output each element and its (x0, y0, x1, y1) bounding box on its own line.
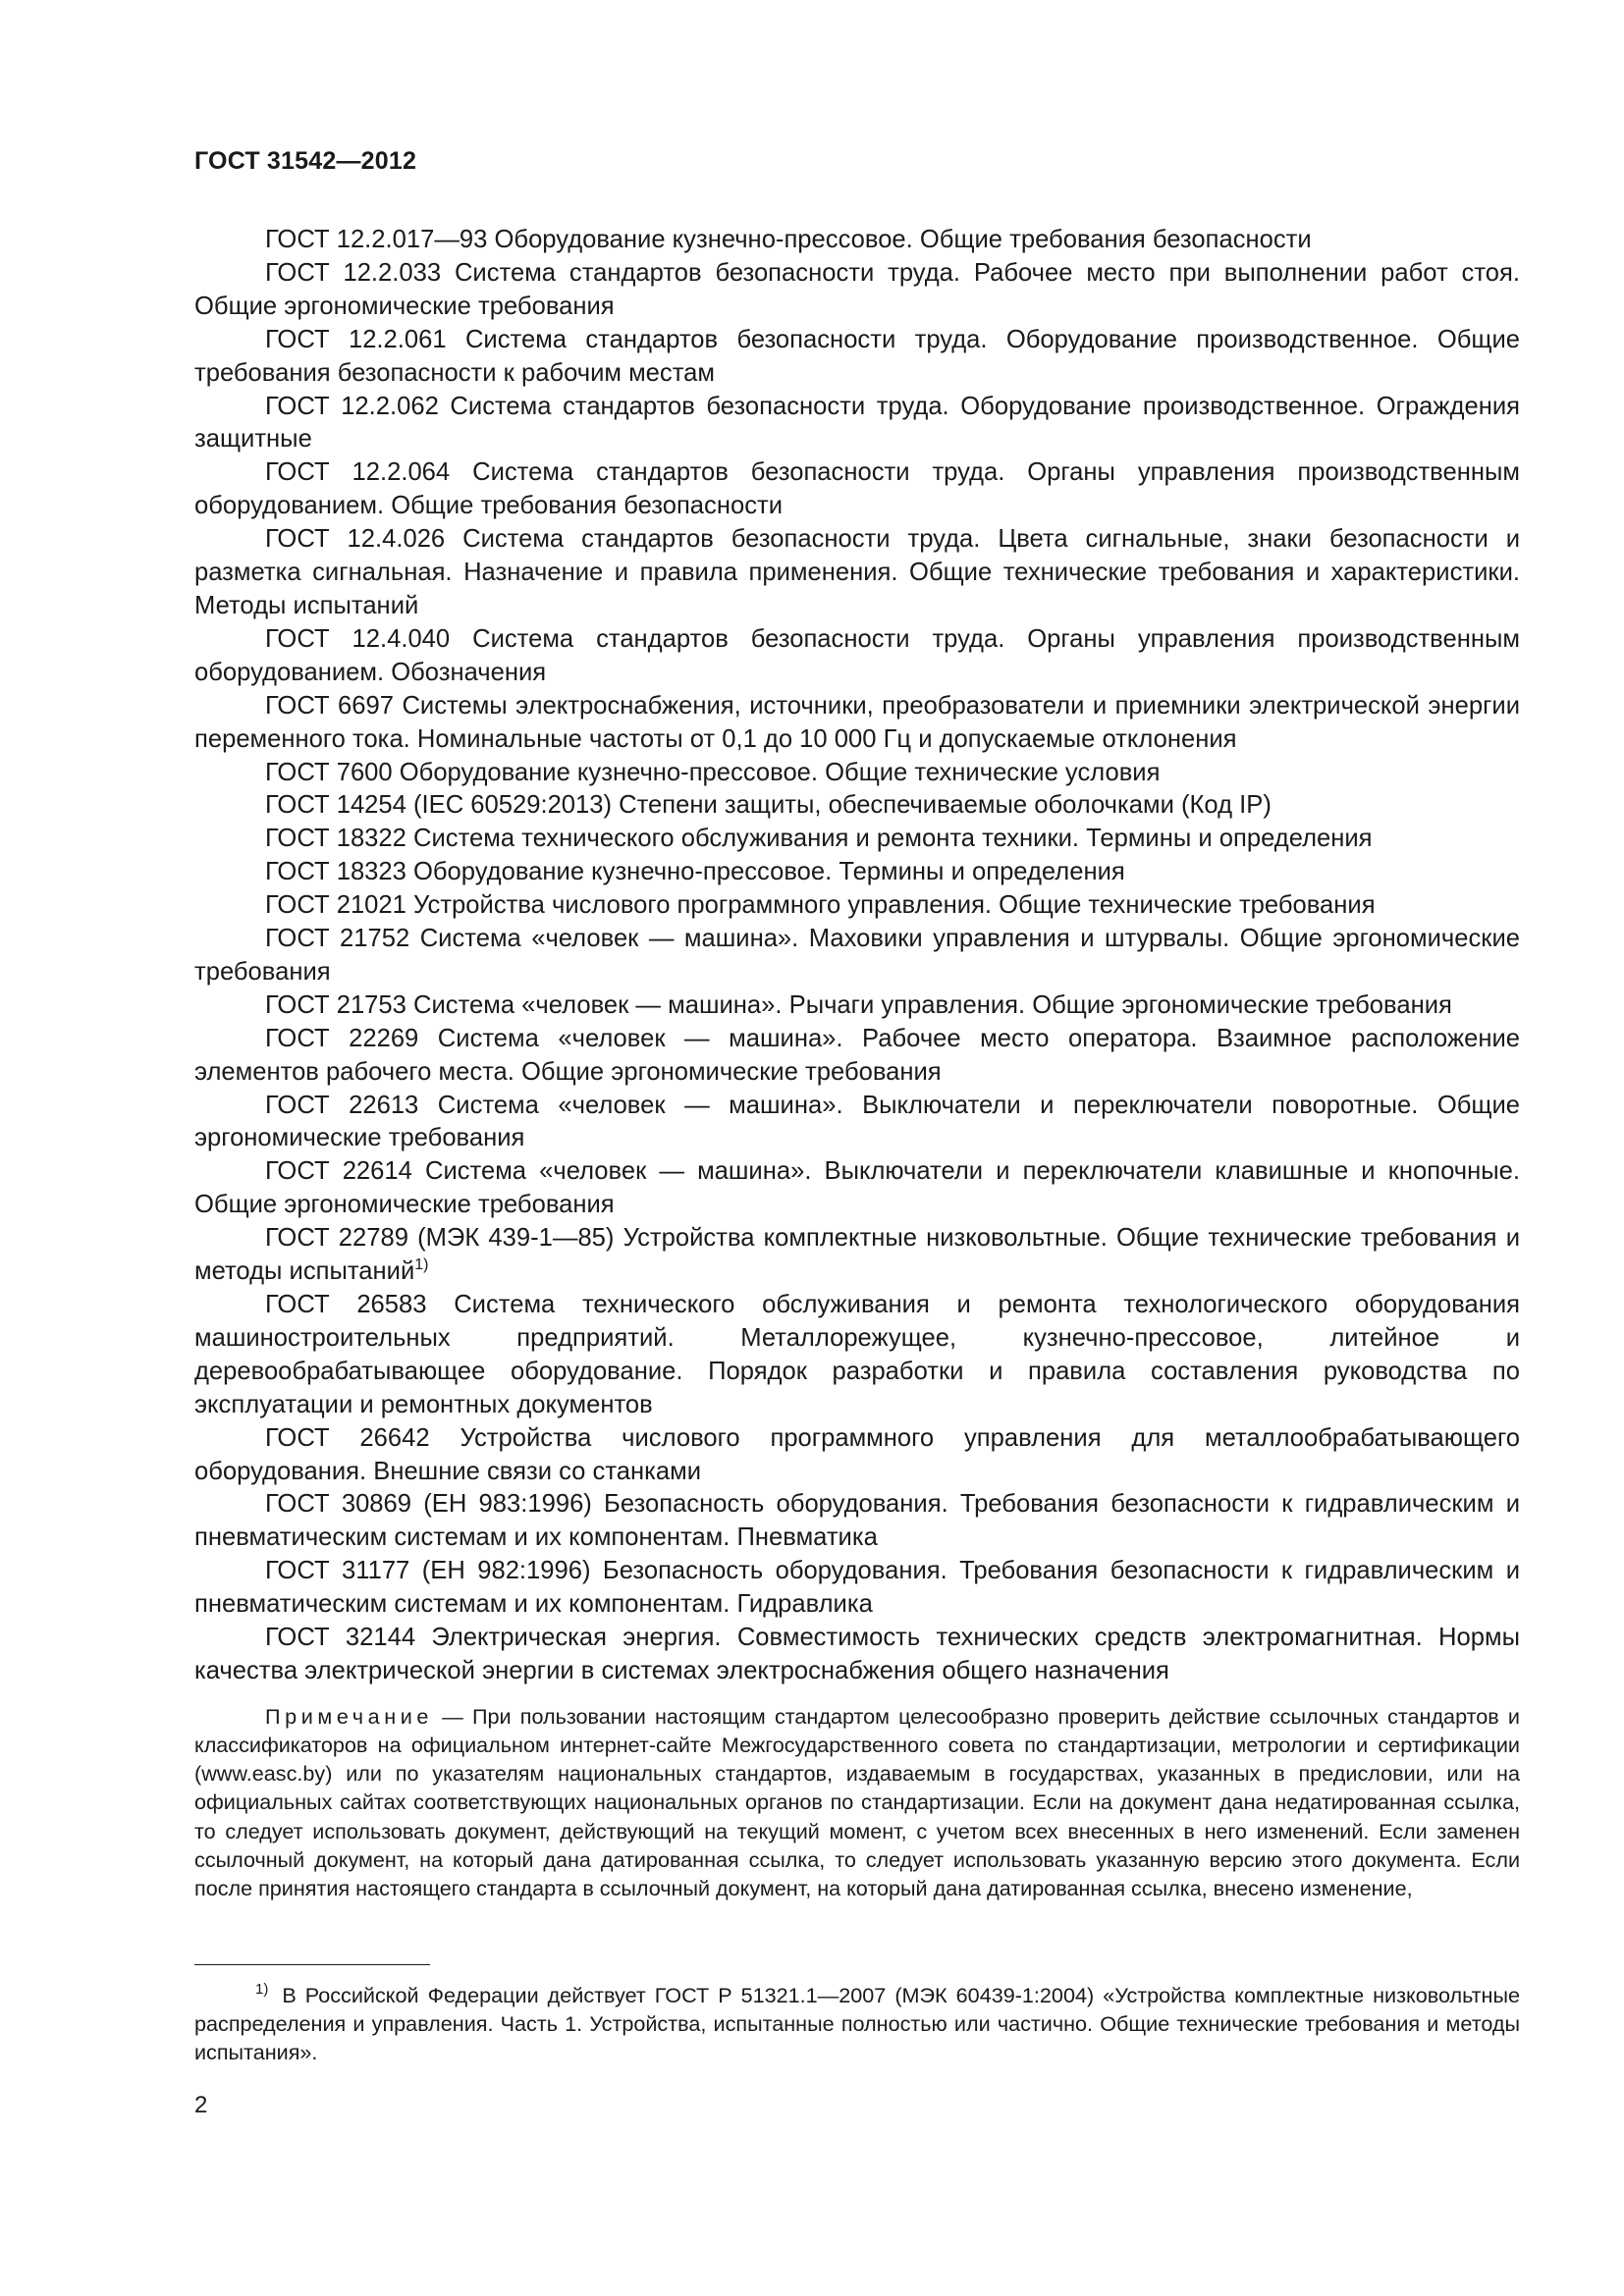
reference-item (194, 1289, 1520, 1422)
reference-text: ГОСТ 14254 (IEC 60529:2013) Степени защиты, обеспечиваемые оболочками (Код IP) (265, 791, 1272, 820)
reference-item (194, 1023, 1520, 1090)
reference-item (194, 456, 1520, 523)
note-label: Примечание (265, 1703, 433, 1729)
normative-references-body (194, 224, 1520, 1902)
reference-text: ГОСТ 12.2.064 Система стандартов безопасности труда. Органы управления производственным оборудованием. Общие требования безопасности (194, 458, 1520, 520)
reference-item (194, 923, 1520, 989)
reference-item (194, 224, 1520, 257)
footnote (194, 1981, 1520, 2067)
reference-item (194, 856, 1520, 889)
reference-text: ГОСТ 12.2.017—93 Оборудование кузнечно-прессовое. Общие требования безопасности (265, 226, 1312, 253)
reference-item (194, 823, 1520, 856)
reference-list (194, 224, 1520, 1688)
reference-item (194, 690, 1520, 757)
reference-text: ГОСТ 12.2.062 Система стандартов безопасности труда. Оборудование производственное. Ограждения защитные (194, 392, 1520, 454)
reference-text: ГОСТ 31177 (ЕН 982:1996) Безопасность оборудования. Требования безопасности к гидравлическим и пневматическим системам и их компонентам. Гидравлика (194, 1557, 1520, 1619)
reference-text: ГОСТ 18323 Оборудование кузнечно-прессовое. Термины и определения (265, 858, 1125, 886)
reference-item (194, 989, 1520, 1023)
reference-item (194, 757, 1520, 790)
note-paragraph (194, 1702, 1520, 1902)
reference-text: ГОСТ 12.4.026 Система стандартов безопасности труда. Цвета сигнальные, знаки безопасности и разметка сигнальная. Назначение и правила применения. Общие технические требования и характеристики. Методы испытаний (194, 525, 1520, 619)
reference-text: ГОСТ 21753 Система «человек — машина». Рычаги управления. Общие эргономические требования (265, 990, 1452, 1019)
footnote-marker: 1) (255, 1981, 269, 1998)
footnote-reference-marker: 1) (414, 1256, 429, 1274)
reference-item (194, 1488, 1520, 1555)
footnote-text: В Российской Федерации действует ГОСТ Р 51321.1—2007 (МЭК 60439-1:2004) «Устройства комплектные низковольтные распределения и управления. Часть 1. Устройства, испытанные полностью или частично. Общие технические требования и методы испытания». (194, 1983, 1520, 2065)
reference-text: ГОСТ 30869 (ЕН 983:1996) Безопасность оборудования. Требования безопасности к гидравлическим и пневматическим системам и их компонентам. Пневматика (194, 1490, 1520, 1552)
reference-item (194, 889, 1520, 923)
reference-text: ГОСТ 18322 Система технического обслуживания и ремонта техники. Термины и определения (265, 825, 1373, 853)
reference-text: ГОСТ 12.2.033 Система стандартов безопасности труда. Рабочее место при выполнении работ стоя. Общие эргономические требования (194, 258, 1520, 320)
reference-text: ГОСТ 22269 Система «человек — машина». Рабочее место оператора. Взаимное расположение элементов рабочего места. Общие эргономические требования (194, 1024, 1520, 1086)
reference-text: ГОСТ 6697 Системы электроснабжения, источники, преобразователи и приемники электрической энергии переменного тока. Номинальные частоты от 0,1 до 10 000 Гц и допускаемые отклонения (194, 691, 1520, 753)
reference-item (194, 1090, 1520, 1156)
reference-item (194, 789, 1520, 823)
reference-text: ГОСТ 22789 (МЭК 439-1—85) Устройства комплектные низковольтные. Общие технические требования и методы испытаний (194, 1224, 1520, 1286)
reference-text: ГОСТ 12.2.061 Система стандартов безопасности труда. Оборудование производственное. Общие требования безопасности к рабочим местам (194, 325, 1520, 387)
document-header-code: ГОСТ 31542—2012 (194, 147, 417, 175)
reference-text: ГОСТ 21752 Система «человек — машина». Маховики управления и штурвалы. Общие эргономические требования (194, 925, 1520, 986)
reference-item (194, 1555, 1520, 1622)
reference-item (194, 1622, 1520, 1688)
reference-text: ГОСТ 12.4.040 Система стандартов безопасности труда. Органы управления производственным оборудованием. Обозначения (194, 624, 1520, 686)
page-number: 2 (194, 2092, 208, 2118)
reference-item (194, 1155, 1520, 1222)
footnote-divider (194, 1964, 430, 1965)
reference-text: ГОСТ 32144 Электрическая энергия. Совместимость технических средств электромагнитная. Нормы качества электрической энергии в системах электроснабжения общего назначения (194, 1624, 1520, 1684)
reference-text: ГОСТ 21021 Устройства числового программного управления. Общие технические требования (265, 891, 1376, 920)
reference-item (194, 257, 1520, 324)
reference-item (194, 391, 1520, 457)
reference-item (194, 324, 1520, 391)
reference-item (194, 623, 1520, 690)
note-text: — При пользовании настоящим стандартом целесообразно проверить действие ссылочных стандартов и классификаторов на официальном интернет-сайте Межгосударственного совета по стандартизации, метрологии и сертификации (www.easc.by) или по указателям национальных стандартов, издаваемым в государствах, указанных в предисловии, или на официальных сайтах соответствующих национальных органов по стандартизации. Если на документ дана недатированная ссылка, то следует использовать документ, действующий на текущий момент, с учетом всех внесенных в него изменений. Если заменен ссылочный документ, на который дана датированная ссылка, то следует использовать указанную версию этого документа. Если после принятия настоящего стандарта в ссылочный документ, на который дана датированная ссылка, внесено изменение, (194, 1703, 1520, 1901)
reference-text: ГОСТ 7600 Оборудование кузнечно-прессовое. Общие технические условия (265, 758, 1161, 786)
reference-text: ГОСТ 22613 Система «человек — машина». Выключатели и переключатели поворотные. Общие эргономические требования (194, 1091, 1520, 1152)
reference-item (194, 523, 1520, 623)
reference-text: ГОСТ 26642 Устройства числового программного управления для металлообрабатывающего оборудования. Внешние связи со станками (194, 1423, 1520, 1485)
reference-item (194, 1222, 1520, 1289)
reference-text: ГОСТ 26583 Система технического обслуживания и ремонта технологического оборудования машиностроительных предприятий. Металлорежущее, кузнечно-прессовое, литейное и деревообрабатывающее оборудование. Порядок разработки и правила составления руководства по эксплуатации и ремонтных документов (194, 1291, 1520, 1418)
reference-text: ГОСТ 22614 Система «человек — машина». Выключатели и переключатели клавишные и кнопочные. Общие эргономические требования (194, 1157, 1520, 1219)
reference-item (194, 1422, 1520, 1489)
